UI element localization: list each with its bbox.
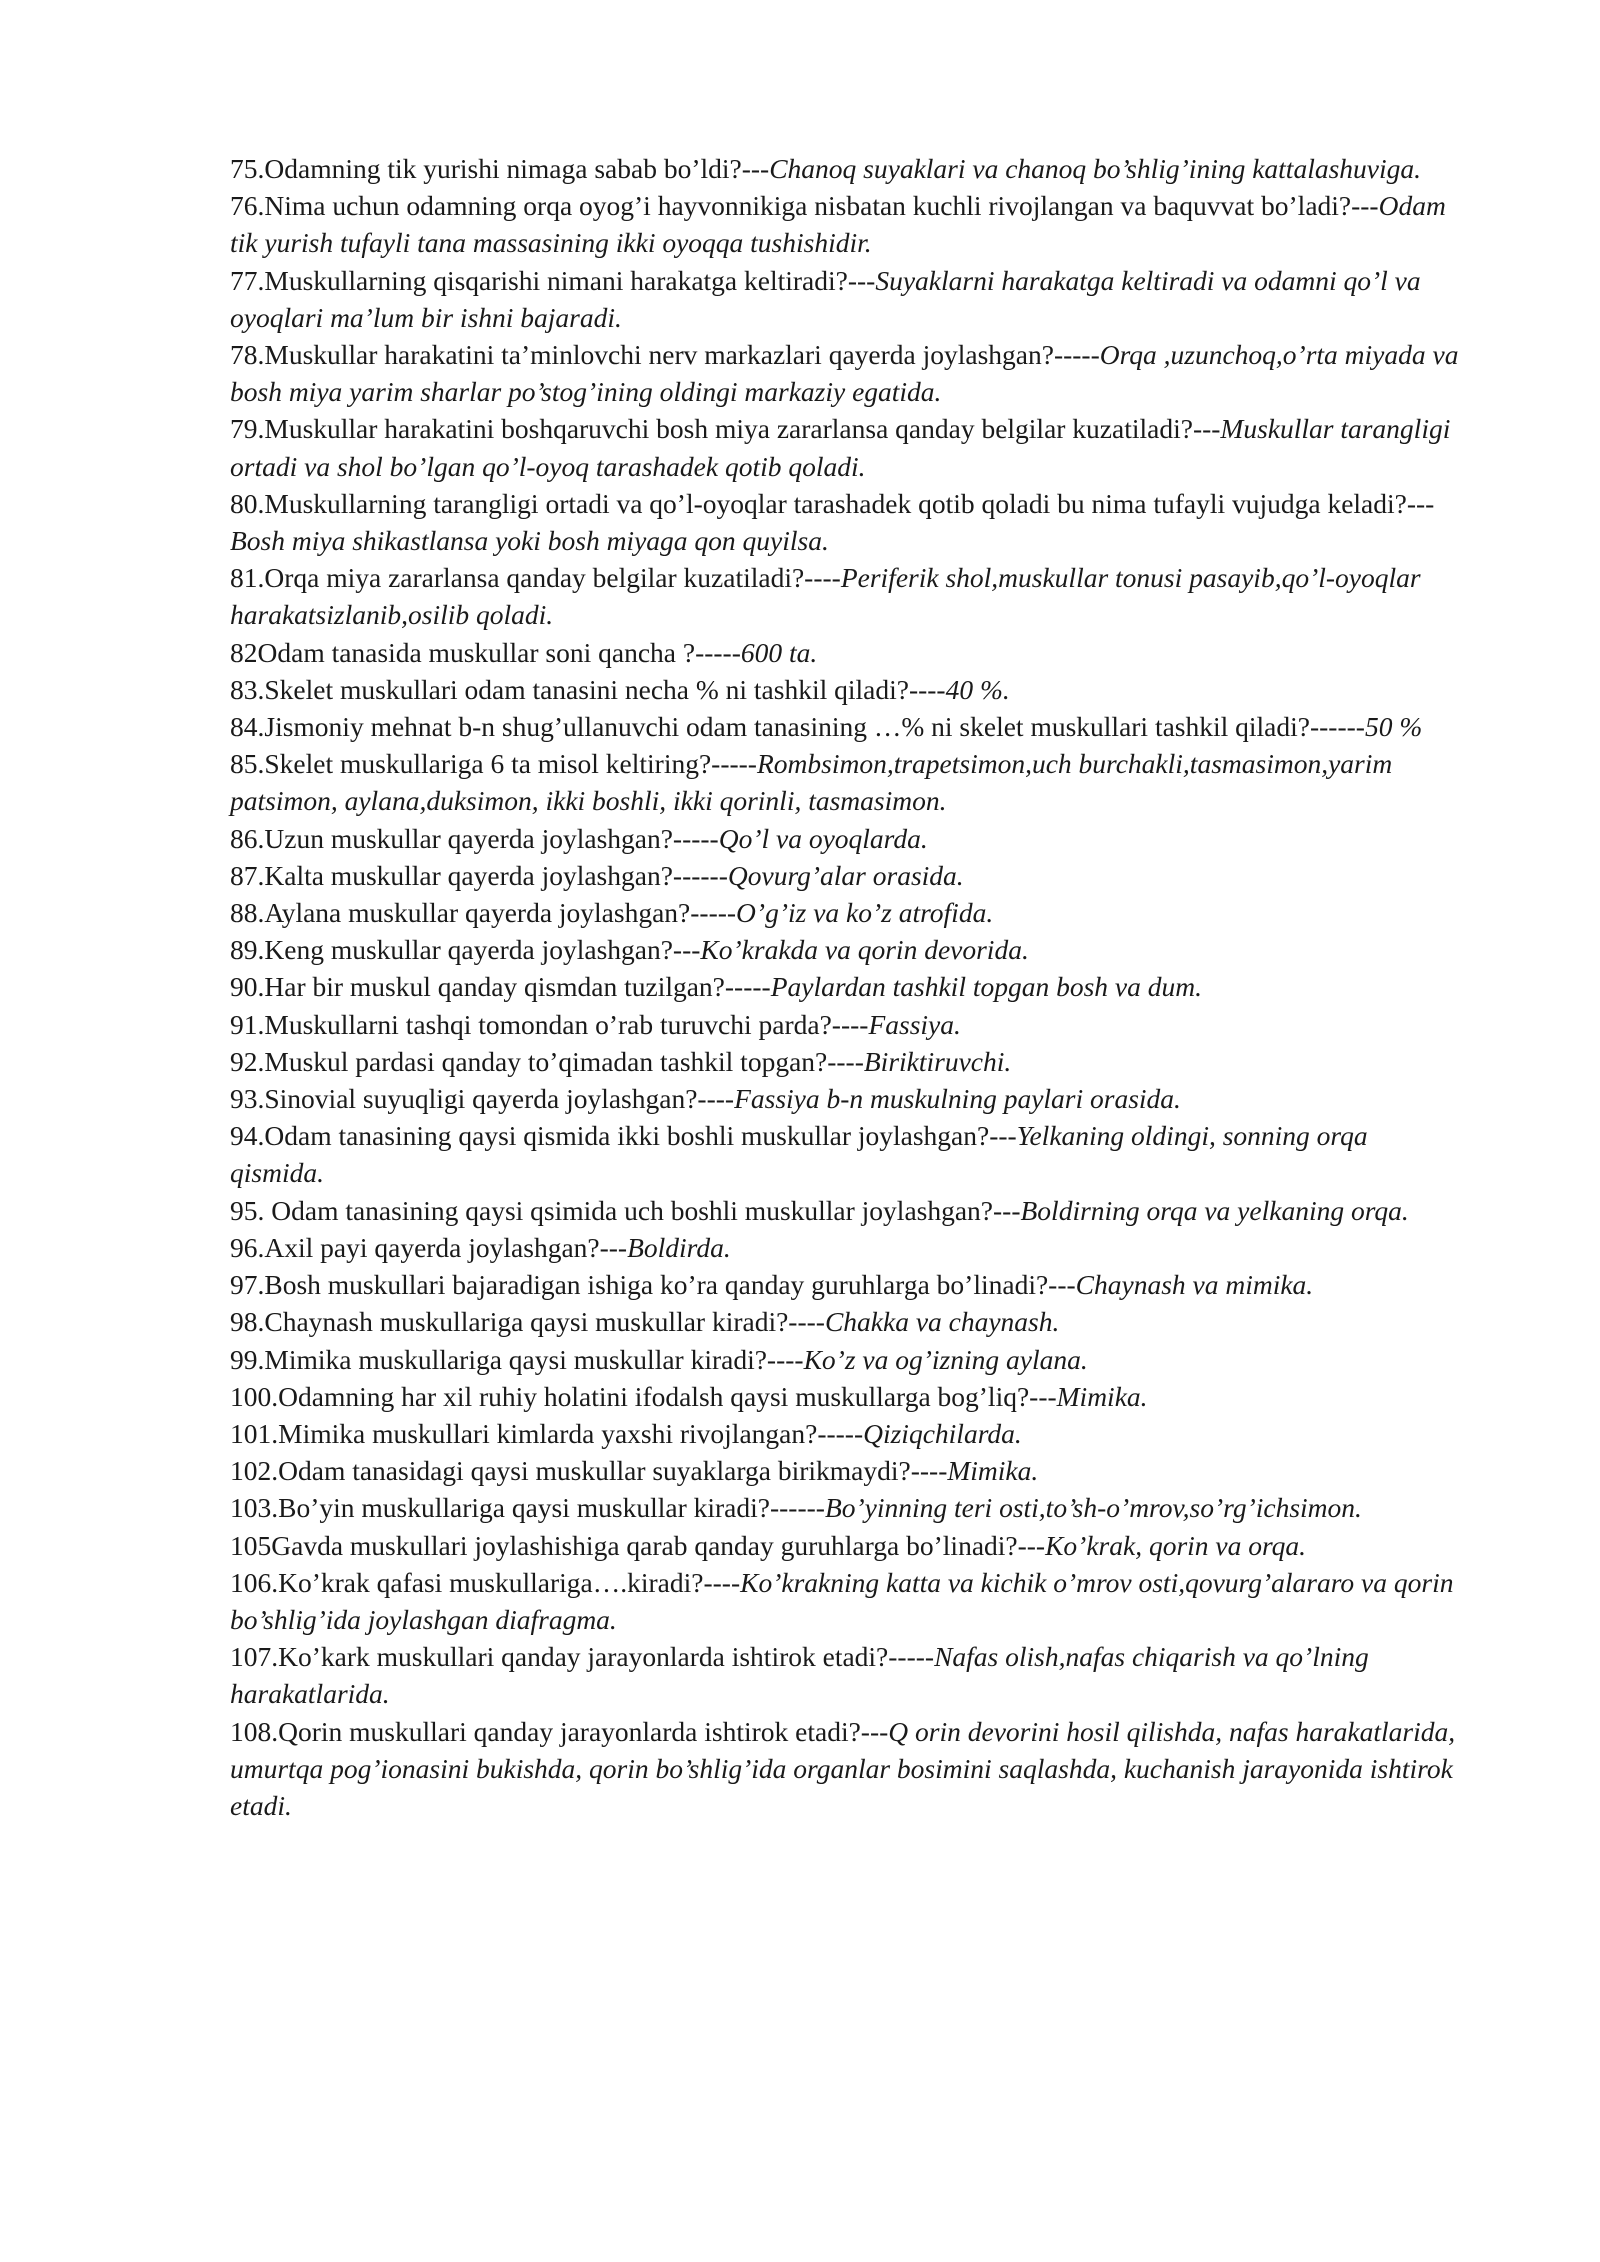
question-text: 102.Odam tanasidagi qaysi muskullar suyaklarga birikmaydi?---- xyxy=(230,1455,948,1487)
question-text: 94.Odam tanasining qaysi qismida ikki boshli muskullar joylashgan?--- xyxy=(230,1120,1017,1152)
qa-item xyxy=(230,857,1460,894)
qa-item xyxy=(230,931,1460,968)
question-text: 75.Odamning tik yurishi nimaga sabab bo’ldi?--- xyxy=(230,153,770,184)
qa-item xyxy=(230,1229,1460,1266)
qa-item xyxy=(230,187,1460,261)
qa-item xyxy=(230,708,1460,745)
question-text: 97.Bosh muskullari bajaradigan ishiga ko’ra qanday guruhlarga bo’linadi?--- xyxy=(230,1269,1076,1301)
question-text: 79.Muskullar harakatini boshqaruvchi bosh miya zararlansa qanday belgilar kuzatiladi?--- xyxy=(230,413,1221,445)
question-text: 96.Axil payi qayerda joylashgan?--- xyxy=(230,1231,628,1263)
qa-item xyxy=(230,1303,1460,1340)
question-text: 76.Nima uchun odamning orqa oyog’i hayvonnikiga nisbatan kuchli rivojlangan va baquvvat bo’ladi?--- xyxy=(230,190,1379,222)
answer-text: Boldirda. xyxy=(627,1231,731,1263)
answer-text: Ko’krakning katta va kichik o’mrov osti,qovurg’alararo va qorin bo’shlig’ida joylashgan diafragma. xyxy=(230,1566,1454,1635)
answer-text: Mimika. xyxy=(947,1455,1039,1487)
question-text: 86.Uzun muskullar qayerda joylashgan?----- xyxy=(230,822,719,854)
qa-item xyxy=(230,1415,1460,1452)
answer-text: Ko’krak, qorin va orqa. xyxy=(1045,1529,1307,1561)
answer-text: Bo’yinning teri osti,to’sh-o’mrov,so’rg’ichsimon. xyxy=(824,1492,1362,1524)
question-text: 108.Qorin muskullari qanday jarayonlarda ishtirok etadi?--- xyxy=(230,1715,889,1747)
answer-text: 50 % xyxy=(1364,711,1423,743)
qa-item xyxy=(230,262,1460,336)
qa-item xyxy=(230,1713,1460,1825)
answer-text: Yelkaning oldingi, sonning orqa qismida. xyxy=(230,1120,1368,1189)
qa-item xyxy=(230,1043,1460,1080)
question-text: 100.Odamning har xil ruhiy holatini ifodalsh qaysi muskullarga bog’liq?--- xyxy=(230,1380,1057,1412)
question-text: 88.Aylana muskullar qayerda joylashgan?----- xyxy=(230,897,737,929)
qa-item xyxy=(230,1192,1460,1229)
answer-text: Q orin devorini hosil qilishda, nafas harakatlarida, umurtqa pog’ionasini bukishda, qorin bo’shlig’ida organlar bosimini saqlashda, kuchanish jarayonida ishtirok etadi. xyxy=(230,1715,1456,1821)
question-text: 85.Skelet muskullariga 6 ta misol keltiring?----- xyxy=(230,748,757,780)
question-text: 84.Jismoniy mehnat b-n shug’ullanuvchi odam tanasining …% ni skelet muskullari tashkil qiladi?------ xyxy=(230,711,1365,743)
qa-item xyxy=(230,1378,1460,1415)
qa-item xyxy=(230,1117,1460,1191)
question-text: 95. Odam tanasining qaysi qsimida uch boshli muskullar joylashgan?--- xyxy=(230,1194,1021,1226)
qa-item xyxy=(230,336,1460,410)
answer-text: Bosh miya shikastlansa yoki bosh miyaga qon quyilsa. xyxy=(230,525,829,557)
answer-text: Periferik shol,muskullar tonusi pasayib,qo’l-oyoqlar harakatsizlanib,osilib qoladi. xyxy=(230,562,1421,631)
qa-item xyxy=(230,1489,1460,1526)
question-text: 87.Kalta muskullar qayerda joylashgan?------ xyxy=(230,859,728,891)
qa-item xyxy=(230,894,1460,931)
answer-text: 40 %. xyxy=(945,673,1010,705)
qa-item xyxy=(230,485,1460,559)
qa-item xyxy=(230,1638,1460,1712)
answer-text: Rombsimon,trapetsimon,uch burchakli,tasmasimon,yarim patsimon, aylana,duksimon, ikki boshli, ikki qorinli, tasmasimon. xyxy=(230,748,1393,817)
question-text: 78.Muskullar harakatini ta’minlovchi nerv markazlari qayerda joylashgan?----- xyxy=(230,339,1100,371)
question-text: 107.Ko’kark muskullari qanday jarayonlarda ishtirok etadi?----- xyxy=(230,1641,935,1673)
answer-text: Orqa ,uzunchoq,o’rta miyada va bosh miya yarim sharlar po’stog’ining oldingi markaziy egatida. xyxy=(230,339,1459,408)
question-text: 105Gavda muskullari joylashishiga qarab qanday guruhlarga bo’linadi?--- xyxy=(230,1529,1046,1561)
answer-text: O’g’iz va ko’z atrofida. xyxy=(736,897,994,929)
qa-item xyxy=(230,1080,1460,1117)
question-text: 91.Muskullarni tashqi tomondan o’rab turuvchi parda?---- xyxy=(230,1008,869,1040)
answer-text: Qo’l va oyoqlarda. xyxy=(718,822,928,854)
answer-text: Fassiya b-n muskulning paylari orasida. xyxy=(734,1083,1181,1115)
qa-item xyxy=(230,1564,1460,1638)
answer-text: Paylardan tashkil topgan bosh va dum. xyxy=(770,971,1202,1003)
qa-item xyxy=(230,1006,1460,1043)
qa-item xyxy=(230,968,1460,1005)
question-text: 99.Mimika muskullariga qaysi muskullar kiradi?---- xyxy=(230,1343,804,1375)
question-text: 98.Chaynash muskullariga qaysi muskullar kiradi?---- xyxy=(230,1306,825,1338)
answer-text: Biriktiruvchi. xyxy=(863,1045,1012,1077)
answer-text: Chanoq suyaklari va chanoq bo’shlig’ining kattalashuviga. xyxy=(769,153,1422,184)
qa-item xyxy=(230,671,1460,708)
qa-item xyxy=(230,745,1460,819)
qa-item xyxy=(230,1341,1460,1378)
answer-text: Odam tik yurish tufayli tana massasining ikki oyoqqa tushishidir. xyxy=(230,190,1446,259)
question-text: 106.Ko’krak qafasi muskullariga….kiradi?---- xyxy=(230,1566,741,1598)
question-text: 89.Keng muskullar qayerda joylashgan?--- xyxy=(230,934,701,966)
answer-text: Suyaklarni harakatga keltiradi va odamni qo’l va oyoqlari ma’lum bir ishni bajaradi. xyxy=(230,264,1421,333)
qa-item xyxy=(230,1266,1460,1303)
answer-text: Chakka va chaynash. xyxy=(824,1306,1060,1338)
answer-text: Nafas olish,nafas chiqarish va qo’lning harakatlarida. xyxy=(230,1641,1369,1710)
qa-item xyxy=(230,1527,1460,1564)
question-text: 81.Orqa miya zararlansa qanday belgilar kuzatiladi?---- xyxy=(230,562,841,594)
question-text: 103.Bo’yin muskullariga qaysi muskullar kiradi?------ xyxy=(230,1492,825,1524)
answer-text: Muskullar tarangligi ortadi va shol bo’lgan qo’l-oyoq tarashadek qotib qoladi. xyxy=(230,413,1451,482)
answer-text: Qiziqchilarda. xyxy=(863,1417,1022,1449)
answer-text: Fassiya. xyxy=(868,1008,961,1040)
qa-item xyxy=(230,410,1460,484)
qa-item xyxy=(230,820,1460,857)
document-page xyxy=(230,150,1460,1824)
question-text: 77.Muskullarning qisqarishi nimani harakatga keltiradi?--- xyxy=(230,264,876,296)
question-text: 93.Sinovial suyuqligi qayerda joylashgan?---- xyxy=(230,1083,735,1115)
answer-text: Mimika. xyxy=(1056,1380,1148,1412)
question-text: 80.Muskullarning tarangligi ortadi va qo’l-oyoqlar tarashadek qotib qoladi bu nima tufayli vujudga keladi?--- xyxy=(230,487,1435,519)
answer-text: Qovurg’alar orasida. xyxy=(727,859,964,891)
answer-text: Ko’krakda va qorin devorida. xyxy=(700,934,1029,966)
question-text: 90.Har bir muskul qanday qismdan tuzilgan?----- xyxy=(230,971,771,1003)
question-text: 82Odam tanasida muskullar soni qancha ?----- xyxy=(230,636,741,668)
qa-item xyxy=(230,559,1460,633)
answer-text: 600 ta. xyxy=(740,636,818,668)
answer-text: Ko’z va og’izning aylana. xyxy=(803,1343,1088,1375)
qa-item xyxy=(230,150,1460,187)
question-text: 92.Muskul pardasi qanday to’qimadan tashkil topgan?---- xyxy=(230,1045,864,1077)
question-text: 101.Mimika muskullari kimlarda yaxshi rivojlangan?----- xyxy=(230,1417,864,1449)
answer-text: Chaynash va mimika. xyxy=(1075,1269,1314,1301)
qa-item xyxy=(230,1452,1460,1489)
answer-text: Boldirning orqa va yelkaning orqa. xyxy=(1020,1194,1409,1226)
question-text: 83.Skelet muskullari odam tanasini necha % ni tashkil qiladi?---- xyxy=(230,673,946,705)
qa-item xyxy=(230,634,1460,671)
